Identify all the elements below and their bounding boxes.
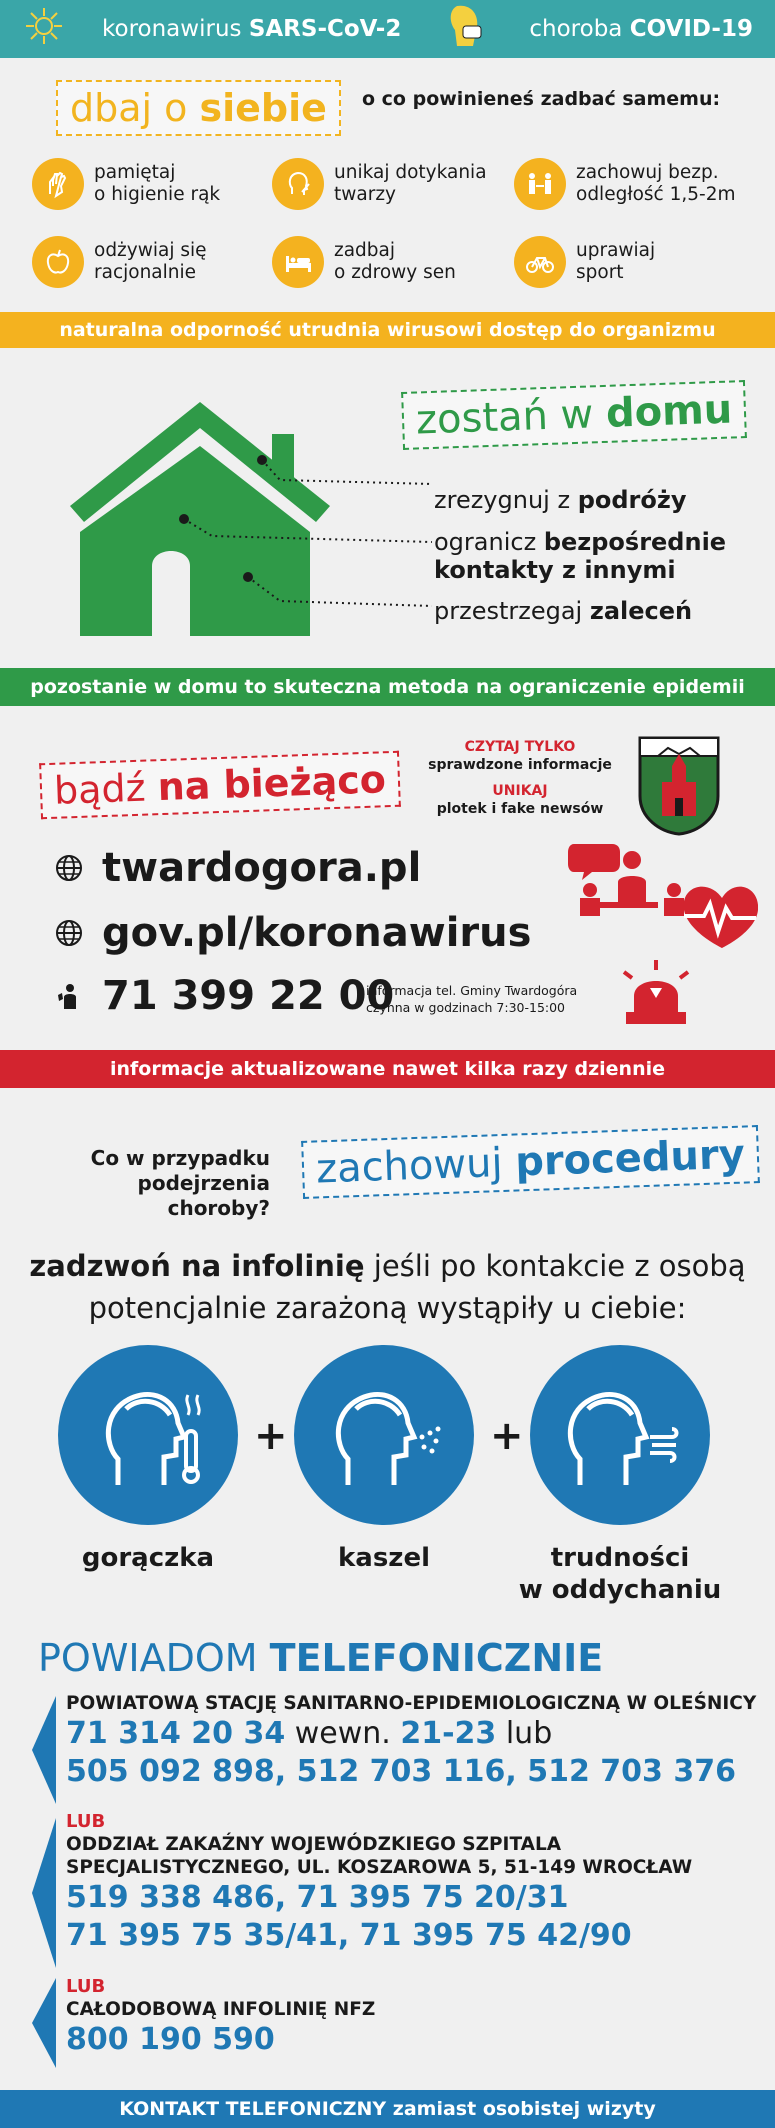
updates-banner: informacje aktualizowane nawet kilka razy dziennie bbox=[0, 1050, 775, 1088]
cough-face-icon bbox=[324, 1375, 444, 1495]
suspicion-question: Co w przypadku podejrzenia choroby? bbox=[90, 1146, 270, 1220]
phone-note: informacja tel. Gminy Twardogóra czynna w godzinach 7:30-15:00 bbox=[366, 983, 578, 1015]
breathing-label: trudności w oddychaniu bbox=[518, 1543, 722, 1605]
home-line-travel: zrezygnuj z podróży bbox=[434, 486, 687, 514]
read-only-note: CZYTAJ TYLKO sprawdzone informacje UNIKAJ plotek i fake newsów bbox=[428, 739, 612, 817]
bicycle-icon bbox=[514, 236, 566, 288]
distance-icon bbox=[514, 158, 566, 210]
home-line-rules: przestrzegaj zaleceń bbox=[434, 597, 693, 625]
hand-wash-icon bbox=[32, 158, 84, 210]
virus-icon bbox=[24, 6, 64, 52]
breathing-face-icon bbox=[560, 1375, 680, 1495]
zostan-w-domu-title: zostań w domu bbox=[401, 380, 747, 450]
nfz-block: LUB CAŁODOBOWĄ INFOLINIĘ NFZ 800 190 590 bbox=[66, 1976, 376, 2057]
tip-sleep: zadbaj o zdrowy sen bbox=[272, 236, 512, 288]
notify-title: POWIADOM TELEFONICZNIE bbox=[38, 1636, 604, 1680]
header-bar bbox=[0, 0, 775, 58]
block-arrow bbox=[32, 1696, 56, 1804]
contact-site-twardogora[interactable]: twardogora.pl bbox=[54, 845, 421, 891]
section1-subtitle: o co powinieneś zadbać samemu: bbox=[362, 88, 721, 110]
block-arrow bbox=[32, 1978, 56, 2068]
phone-contact-banner: KONTAKT TELEFONICZNY zamiast osobistej wizyty bbox=[0, 2090, 775, 2128]
contact-phone[interactable]: 71 399 22 00 bbox=[54, 973, 394, 1019]
sanepid-block: POWIATOWĄ STACJĘ SANITARNO-EPIDEMIOLOGICZNĄ W OLEŚNICY 71 314 20 34 wewn. 21-23 lub 505 092 898, 512 703 116, 512 703 376 bbox=[66, 1693, 757, 1789]
tip-face-touch: unikaj dotykania twarzy bbox=[272, 158, 512, 210]
header-left-title: koronawirus SARS-CoV-2 bbox=[102, 16, 402, 42]
house-illustration bbox=[40, 396, 440, 676]
plus-sign: + bbox=[254, 1413, 288, 1459]
fever-face-icon bbox=[88, 1375, 208, 1495]
hospital-block: LUB ODDZIAŁ ZAKAŹNY WOJEWÓDZKIEGO SZPITALA SPECJALISTYCZNEGO, UL. KOSZAROWA 5, 51-149 WROCŁAW 519 338 486, 71 395 75 20/31 71 395 75 35/41, 71 395 75 42/90 bbox=[66, 1811, 693, 1953]
tip-hand-hygiene: pamiętaj o higienie rąk bbox=[32, 158, 272, 210]
coat-of-arms-icon bbox=[638, 736, 720, 836]
fever-symptom bbox=[58, 1345, 238, 1525]
globe-icon bbox=[54, 853, 84, 883]
tip-distance: zachowuj bezp. odległość 1,5-2m bbox=[514, 158, 754, 210]
globe-icon bbox=[54, 918, 84, 948]
plus-sign: + bbox=[490, 1413, 524, 1459]
fever-label: gorączka bbox=[81, 1543, 215, 1573]
cough-symptom bbox=[294, 1345, 474, 1525]
stay-home-banner: pozostanie w domu to skuteczna metoda na ograniczenie epidemii bbox=[0, 668, 775, 706]
zachowuj-procedury-title: zachowuj procedury bbox=[301, 1125, 760, 1199]
tip-nutrition: odżywiaj się racjonalnie bbox=[32, 236, 272, 288]
badz-na-biezaco-title: bądź na bieżąco bbox=[39, 751, 401, 820]
contact-site-gov[interactable]: gov.pl/koronawirus bbox=[54, 910, 531, 956]
info-illustration bbox=[568, 838, 758, 1028]
phone-person-icon bbox=[54, 981, 84, 1011]
header-right-title: choroba COVID-19 bbox=[529, 16, 753, 42]
apple-icon bbox=[32, 236, 84, 288]
breathing-symptom bbox=[530, 1345, 710, 1525]
home-line-contacts: ogranicz bezpośrednie kontakty z innymi bbox=[434, 528, 727, 584]
mask-face-icon bbox=[439, 0, 491, 58]
block-arrow bbox=[32, 1818, 56, 1968]
call-infoline-text: zadzwoń na infolinię jeśli po kontakcie z osobą potencjalnie zarażoną wystąpiły u ciebie: bbox=[29, 1249, 746, 1325]
immunity-banner: naturalna odporność utrudnia wirusowi dostęp do organizmu bbox=[0, 312, 775, 348]
face-touch-icon bbox=[272, 158, 324, 210]
bed-icon bbox=[272, 236, 324, 288]
tip-sport: uprawiaj sport bbox=[514, 236, 754, 288]
dbaj-o-siebie-title: dbaj o siebie bbox=[56, 80, 341, 136]
cough-label: kaszel bbox=[338, 1543, 430, 1573]
